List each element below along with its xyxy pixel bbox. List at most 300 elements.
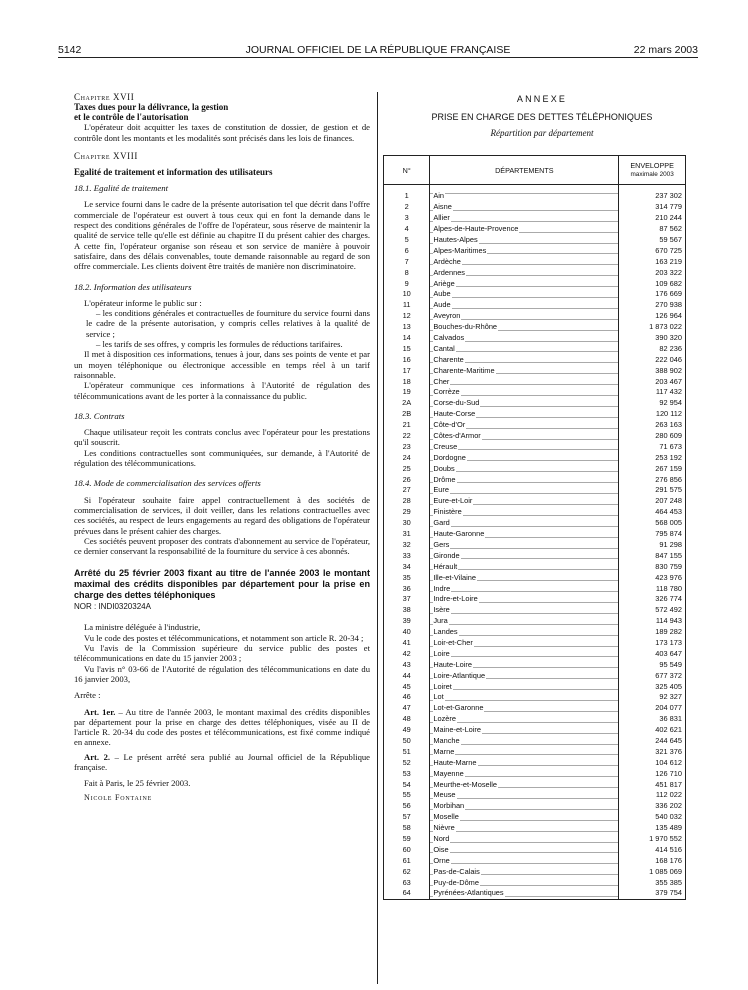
department-number: 24 <box>384 452 430 463</box>
table-row <box>384 202 686 213</box>
department-name-cell <box>430 768 619 779</box>
department-envelope: 336 202 <box>619 801 686 812</box>
department-envelope: 291 575 <box>619 485 686 496</box>
department-name-cell <box>430 703 619 714</box>
department-name-cell <box>430 202 619 213</box>
department-number: 42 <box>384 648 430 659</box>
department-envelope: 402 621 <box>619 725 686 736</box>
department-name: Haute-Corse <box>433 409 476 419</box>
department-envelope: 276 856 <box>619 474 686 485</box>
department-name: Moselle <box>433 812 459 822</box>
department-envelope: 540 032 <box>619 812 686 823</box>
department-name: Loire <box>433 648 450 658</box>
table-row <box>384 594 686 605</box>
table-row <box>384 855 686 866</box>
table-row <box>384 866 686 877</box>
department-envelope: 117 432 <box>619 387 686 398</box>
table-row <box>384 746 686 757</box>
department-name-cell <box>430 267 619 278</box>
department-number: 64 <box>384 888 430 899</box>
department-envelope: 670 725 <box>619 245 686 256</box>
department-number: 48 <box>384 714 430 725</box>
annexe-heading <box>392 94 692 138</box>
department-name-cell <box>430 561 619 572</box>
department-name-cell <box>430 714 619 725</box>
department-name-cell <box>430 746 619 757</box>
table-row <box>384 757 686 768</box>
department-number: 53 <box>384 768 430 779</box>
section-18-2-bullet-1: – les conditions générales et contractuelles de fourniture du service fourni dans le cadre de la présente autorisation, y compris celles relatives à la qualité de service ; <box>86 308 370 339</box>
table-row <box>384 540 686 551</box>
department-envelope: 267 159 <box>619 463 686 474</box>
table-row <box>384 398 686 409</box>
department-name: Oise <box>433 844 449 854</box>
department-name-cell <box>430 583 619 594</box>
table-row <box>384 420 686 431</box>
department-name-cell <box>430 322 619 333</box>
issue-date: 22 mars 2003 <box>633 44 698 56</box>
department-envelope: 189 282 <box>619 627 686 638</box>
department-name: Marne <box>433 746 455 756</box>
department-name: Corrèze <box>433 387 460 397</box>
department-name: Morbihan <box>433 801 465 811</box>
department-number: 3 <box>384 213 430 224</box>
department-envelope: 109 682 <box>619 278 686 289</box>
department-envelope: 91 298 <box>619 540 686 551</box>
department-name-cell <box>430 463 619 474</box>
table-row <box>384 245 686 256</box>
department-number: 13 <box>384 322 430 333</box>
department-name: Calvados <box>433 333 465 343</box>
table-row <box>384 812 686 823</box>
table-row <box>384 409 686 420</box>
department-envelope: 203 467 <box>619 376 686 387</box>
department-table <box>383 155 686 900</box>
department-name: Ain <box>433 191 445 201</box>
section-18-3-paragraph-1: Chaque utilisateur reçoit les contrats conclus avec l'opérateur pour les prestations qu'il souscrit. <box>74 427 370 448</box>
department-name-cell <box>430 670 619 681</box>
department-name-cell <box>430 801 619 812</box>
page-number: 5142 <box>58 44 82 56</box>
table-row <box>384 213 686 224</box>
department-name-cell <box>430 452 619 463</box>
department-name-cell <box>430 213 619 224</box>
table-row <box>384 659 686 670</box>
table-row <box>384 267 686 278</box>
department-number: 39 <box>384 616 430 627</box>
department-name: Nièvre <box>433 823 455 833</box>
department-number: 16 <box>384 354 430 365</box>
header-departements: DÉPARTEMENTS <box>430 156 619 185</box>
department-envelope: 237 302 <box>619 185 686 202</box>
department-envelope: 244 645 <box>619 736 686 747</box>
table-row <box>384 768 686 779</box>
nor-reference: NOR : INDI0320324A <box>74 602 151 612</box>
table-row <box>384 561 686 572</box>
department-number: 33 <box>384 550 430 561</box>
annexe-subsubtitle: Répartition par département <box>490 128 594 138</box>
department-name-cell <box>430 540 619 551</box>
department-name: Allier <box>433 213 450 223</box>
header-enveloppe <box>619 156 686 185</box>
left-column <box>74 92 370 803</box>
vu-3: Vu l'avis n° 03-66 de l'Autorité de régulation des télécommunications en date du 16 janvier 2003, <box>74 663 370 684</box>
article-2-text: – Le présent arrêté sera publié au Journal officiel de la République française. <box>74 751 370 773</box>
department-name: Lot-et-Garonne <box>433 703 484 713</box>
department-name: Cantal <box>433 343 455 353</box>
section-18-4-title: 18.4. Mode de commercialisation des services offerts <box>74 478 261 489</box>
department-name: Meurthe-et-Moselle <box>433 779 498 789</box>
running-header <box>58 44 698 58</box>
department-number: 8 <box>384 267 430 278</box>
department-envelope: 1 970 552 <box>619 834 686 845</box>
department-envelope: 114 943 <box>619 616 686 627</box>
department-name-cell <box>430 681 619 692</box>
department-name-cell <box>430 605 619 616</box>
department-envelope: 403 647 <box>619 648 686 659</box>
department-name-cell <box>430 245 619 256</box>
department-number: 32 <box>384 540 430 551</box>
department-number: 18 <box>384 376 430 387</box>
header-rule <box>58 57 698 58</box>
department-number: 21 <box>384 420 430 431</box>
header-number: N° <box>384 156 430 185</box>
table-row <box>384 278 686 289</box>
section-18-2-intro: L'opérateur informe le public sur : <box>84 297 202 308</box>
department-name: Côtes-d'Armor <box>433 431 481 441</box>
department-name: Drôme <box>433 474 456 484</box>
department-name: Eure-et-Loir <box>433 496 473 506</box>
section-18-1-title <box>74 183 370 193</box>
department-name-cell <box>430 289 619 300</box>
department-envelope: 104 612 <box>619 757 686 768</box>
department-number: 2A <box>384 398 430 409</box>
department-name-cell <box>430 376 619 387</box>
table-row <box>384 877 686 888</box>
arrete-label: Arrête : <box>74 690 101 701</box>
department-name: Meuse <box>433 790 456 800</box>
department-number: 62 <box>384 866 430 877</box>
table-row <box>384 583 686 594</box>
table-row <box>384 496 686 507</box>
chapter-17-title-line1: Taxes dues pour la délivrance, la gestion <box>74 102 229 113</box>
department-number: 1 <box>384 185 430 202</box>
department-number: 27 <box>384 485 430 496</box>
department-number: 45 <box>384 681 430 692</box>
department-name-cell <box>430 224 619 235</box>
department-name-cell <box>430 420 619 431</box>
table-row <box>384 387 686 398</box>
department-name-cell <box>430 300 619 311</box>
department-number: 19 <box>384 387 430 398</box>
department-name-cell <box>430 185 619 202</box>
department-name: Jura <box>433 616 448 626</box>
section-18-4-paragraph-1: Si l'opérateur souhaite faire appel contractuellement à des sociétés de commercialisation de services, il doit veiller, dans les relations contractuelles avec ces sociétés, au respect de leurs engagements au regard des obligations de l'opérateur prévues dans le présent cahier des charges. <box>74 494 370 536</box>
department-envelope: 464 453 <box>619 507 686 518</box>
section-18-4-paragraph-2: Ces sociétés peuvent proposer des contrats d'abonnement au service de l'opérateur, ce dernier conservant la responsabilité de la fourniture du service à ces abonnés. <box>74 535 370 557</box>
department-envelope: 280 609 <box>619 431 686 442</box>
department-name: Corse-du-Sud <box>433 398 480 408</box>
table-row <box>384 256 686 267</box>
table-row <box>384 648 686 659</box>
table-row <box>384 333 686 344</box>
department-name: Alpes-de-Haute-Provence <box>433 224 519 234</box>
department-name-cell <box>430 659 619 670</box>
department-envelope: 92 327 <box>619 692 686 703</box>
department-envelope: 126 710 <box>619 768 686 779</box>
department-name: Loiret <box>433 681 452 691</box>
department-name-cell <box>430 844 619 855</box>
department-envelope: 112 022 <box>619 790 686 801</box>
department-name-cell <box>430 518 619 529</box>
department-number: 44 <box>384 670 430 681</box>
department-number: 57 <box>384 812 430 823</box>
department-number: 34 <box>384 561 430 572</box>
department-number: 29 <box>384 507 430 518</box>
table-row <box>384 703 686 714</box>
department-envelope: 222 046 <box>619 354 686 365</box>
department-number: 30 <box>384 518 430 529</box>
department-envelope: 379 754 <box>619 888 686 899</box>
department-envelope: 568 005 <box>619 518 686 529</box>
department-envelope: 326 774 <box>619 594 686 605</box>
department-name: Aube <box>433 289 451 299</box>
table-row <box>384 801 686 812</box>
department-number: 54 <box>384 779 430 790</box>
department-envelope: 677 372 <box>619 670 686 681</box>
department-name: Haute-Garonne <box>433 529 485 539</box>
department-name-cell <box>430 823 619 834</box>
department-envelope: 173 173 <box>619 638 686 649</box>
department-name-cell <box>430 485 619 496</box>
table-row <box>384 790 686 801</box>
department-name-cell <box>430 256 619 267</box>
department-name: Ariège <box>433 278 455 288</box>
department-number: 22 <box>384 431 430 442</box>
department-envelope: 830 759 <box>619 561 686 572</box>
department-name: Isère <box>433 605 450 615</box>
department-envelope: 126 964 <box>619 311 686 322</box>
department-name-cell <box>430 638 619 649</box>
header-enveloppe-line2: maximale 2003 <box>630 170 674 178</box>
arrete-title: Arrêté du 25 février 2003 fixant au titre de l'année 2003 le montant maximal des crédits disponibles par département pour la prise en charge des dettes téléphoniques <box>74 568 370 600</box>
annexe-subtitle: PRISE EN CHARGE DES DETTES TÉLÉPHONIQUES <box>431 112 653 122</box>
department-name-cell <box>430 529 619 540</box>
table-row <box>384 452 686 463</box>
table-row <box>384 463 686 474</box>
table-row <box>384 692 686 703</box>
department-name: Finistère <box>433 507 462 517</box>
table-row <box>384 616 686 627</box>
department-envelope: 321 376 <box>619 746 686 757</box>
table-row <box>384 844 686 855</box>
department-number: 28 <box>384 496 430 507</box>
table-header-row <box>384 156 686 185</box>
department-name: Puy-de-Dôme <box>433 877 479 887</box>
vu-2: Vu l'avis de la Commission supérieure du service public des postes et télécommunications en date du 15 janvier 2003 ; <box>74 643 370 664</box>
section-18-3-paragraph-2: Les conditions contractuelles sont communiquées, sur demande, à l'Autorité de régulation des télécommunications. <box>74 447 370 469</box>
department-number: 23 <box>384 441 430 452</box>
department-number: 49 <box>384 725 430 736</box>
table-body <box>384 185 686 900</box>
department-number: 2 <box>384 202 430 213</box>
department-number: 60 <box>384 844 430 855</box>
department-name-cell <box>430 594 619 605</box>
header-enveloppe-line1: ENVELOPPE <box>630 160 674 170</box>
department-name: Hautes-Alpes <box>433 235 478 244</box>
department-number: 9 <box>384 278 430 289</box>
department-name-cell <box>430 855 619 866</box>
department-envelope: 118 780 <box>619 583 686 594</box>
department-number: 43 <box>384 659 430 670</box>
department-name: Manche <box>433 735 460 745</box>
department-envelope: 92 954 <box>619 398 686 409</box>
department-envelope: 355 385 <box>619 877 686 888</box>
department-name-cell <box>430 877 619 888</box>
department-number: 63 <box>384 877 430 888</box>
department-name: Ardèche <box>433 256 461 266</box>
department-name: Gers <box>433 539 450 549</box>
department-name-cell <box>430 441 619 452</box>
table-row <box>384 529 686 540</box>
department-envelope: 87 562 <box>619 224 686 235</box>
table-row <box>384 354 686 365</box>
table-row <box>384 572 686 583</box>
table-row <box>384 823 686 834</box>
department-name: Nord <box>433 833 450 843</box>
table-row <box>384 343 686 354</box>
department-envelope: 847 155 <box>619 550 686 561</box>
annexe-title: ANNEXE <box>516 94 568 104</box>
department-name: Alpes-Maritimes <box>433 245 487 255</box>
journal-title: JOURNAL OFFICIEL DE LA RÉPUBLIQUE FRANÇAISE <box>245 44 511 56</box>
department-number: 7 <box>384 256 430 267</box>
department-envelope: 204 077 <box>619 703 686 714</box>
department-name-cell <box>430 550 619 561</box>
article-2-label: Art. 2. <box>84 751 111 762</box>
department-name: Dordogne <box>433 452 466 462</box>
department-number: 58 <box>384 823 430 834</box>
department-number: 56 <box>384 801 430 812</box>
table-row <box>384 605 686 616</box>
department-name-cell <box>430 648 619 659</box>
table-row <box>384 185 686 202</box>
table-row <box>384 485 686 496</box>
department-name: Pas-de-Calais <box>433 866 480 876</box>
section-18-1-paragraph: Le service fourni dans le cadre de la présente autorisation tel que décrit dans l'offre commerciale de l'opérateur est ouvert à tous ceux qui en font la demande dans le respect des conditions générales de l'offre de l'opérateur, sous réserve de maintenir la qualité de service telle qu'elle est définie au chapitre II du présent cahier des charges. A cette fin, l'opérateur organise son réseau et son service de manière à pouvoir satisfaire, dans des délais convenables, toute demande raisonnable au regard de son offre commerciale. Les clients doivent être traités de manière non discriminatoire. <box>74 199 370 272</box>
department-name: Côte-d'Or <box>433 420 466 430</box>
department-name: Doubs <box>433 463 455 473</box>
ministre-line: La ministre déléguée à l'industrie, <box>84 622 201 633</box>
department-envelope: 168 176 <box>619 855 686 866</box>
table-row <box>384 518 686 529</box>
department-name: Indre-et-Loire <box>433 594 478 604</box>
department-name-cell <box>430 496 619 507</box>
department-name: Eure <box>433 485 449 495</box>
department-envelope: 95 549 <box>619 659 686 670</box>
department-number: 17 <box>384 365 430 376</box>
table-row <box>384 888 686 899</box>
department-name-cell <box>430 779 619 790</box>
department-number: 41 <box>384 638 430 649</box>
section-18-3-title: 18.3. Contrats <box>74 410 125 421</box>
department-number: 15 <box>384 343 430 354</box>
department-name: Mayenne <box>433 768 464 778</box>
table-row <box>384 376 686 387</box>
table-row <box>384 235 686 246</box>
department-name-cell <box>430 474 619 485</box>
department-name: Loire-Atlantique <box>433 670 486 680</box>
department-envelope: 71 673 <box>619 441 686 452</box>
article-2 <box>74 752 370 773</box>
department-name: Orne <box>433 855 450 865</box>
department-name: Charente-Maritime <box>433 365 495 375</box>
department-number: 40 <box>384 627 430 638</box>
department-name: Haute-Loire <box>433 659 472 669</box>
table-row <box>384 725 686 736</box>
department-envelope: 270 938 <box>619 300 686 311</box>
department-number: 4 <box>384 224 430 235</box>
article-1-text: – Au titre de l'année 2003, le montant maximal des crédits disponibles par département pour la prise en charge des dettes téléphoniques, visée au II de l'article R. 20-34 du code des postes et télécommunications, est fixé comme indiqué en annexe. <box>74 706 370 748</box>
table-row <box>384 627 686 638</box>
department-name: Aveyron <box>433 311 461 321</box>
department-name: Loir-et-Cher <box>433 637 473 647</box>
signature: Nicole Fontaine <box>84 792 153 802</box>
table-row <box>384 311 686 322</box>
department-envelope: 390 320 <box>619 333 686 344</box>
department-name: Gironde <box>433 550 460 560</box>
department-envelope: 325 405 <box>619 681 686 692</box>
department-name: Aude <box>433 300 451 310</box>
department-envelope: 1 085 069 <box>619 866 686 877</box>
table-row <box>384 779 686 790</box>
department-envelope: 59 567 <box>619 235 686 246</box>
department-envelope: 36 831 <box>619 714 686 725</box>
column-divider <box>377 92 378 984</box>
department-name-cell <box>430 616 619 627</box>
chapter-17-title <box>74 102 370 122</box>
department-name: Gard <box>433 518 450 528</box>
department-envelope: 1 873 022 <box>619 322 686 333</box>
department-name-cell <box>430 866 619 877</box>
department-name-cell <box>430 812 619 823</box>
department-envelope: 210 244 <box>619 213 686 224</box>
article-1 <box>74 707 370 748</box>
department-number: 11 <box>384 300 430 311</box>
department-name-cell <box>430 507 619 518</box>
department-number: 6 <box>384 245 430 256</box>
table-row <box>384 714 686 725</box>
table-row <box>384 507 686 518</box>
department-envelope: 795 874 <box>619 529 686 540</box>
chapter-17-title-line2: et le contrôle de l'autorisation <box>74 112 189 123</box>
department-name-cell <box>430 278 619 289</box>
department-number: 35 <box>384 572 430 583</box>
chapter-18-title: Egalité de traitement et information des utilisateurs <box>74 167 273 178</box>
department-name-cell <box>430 725 619 736</box>
department-envelope: 120 112 <box>619 409 686 420</box>
department-name: Landes <box>433 627 458 637</box>
department-envelope: 451 817 <box>619 779 686 790</box>
table-row <box>384 365 686 376</box>
fait-line: Fait à Paris, le 25 février 2003. <box>84 778 191 789</box>
table-row <box>384 224 686 235</box>
department-number: 25 <box>384 463 430 474</box>
chapter-17-paragraph: L'opérateur doit acquitter les taxes de constitution de dossier, de gestion et de contrôle dont les montants et les modalités sont précisés dans les lois de finances. <box>74 122 370 143</box>
table-row <box>384 834 686 845</box>
section-18-2-title: 18.2. Information des utilisateurs <box>74 281 192 292</box>
department-number: 36 <box>384 583 430 594</box>
